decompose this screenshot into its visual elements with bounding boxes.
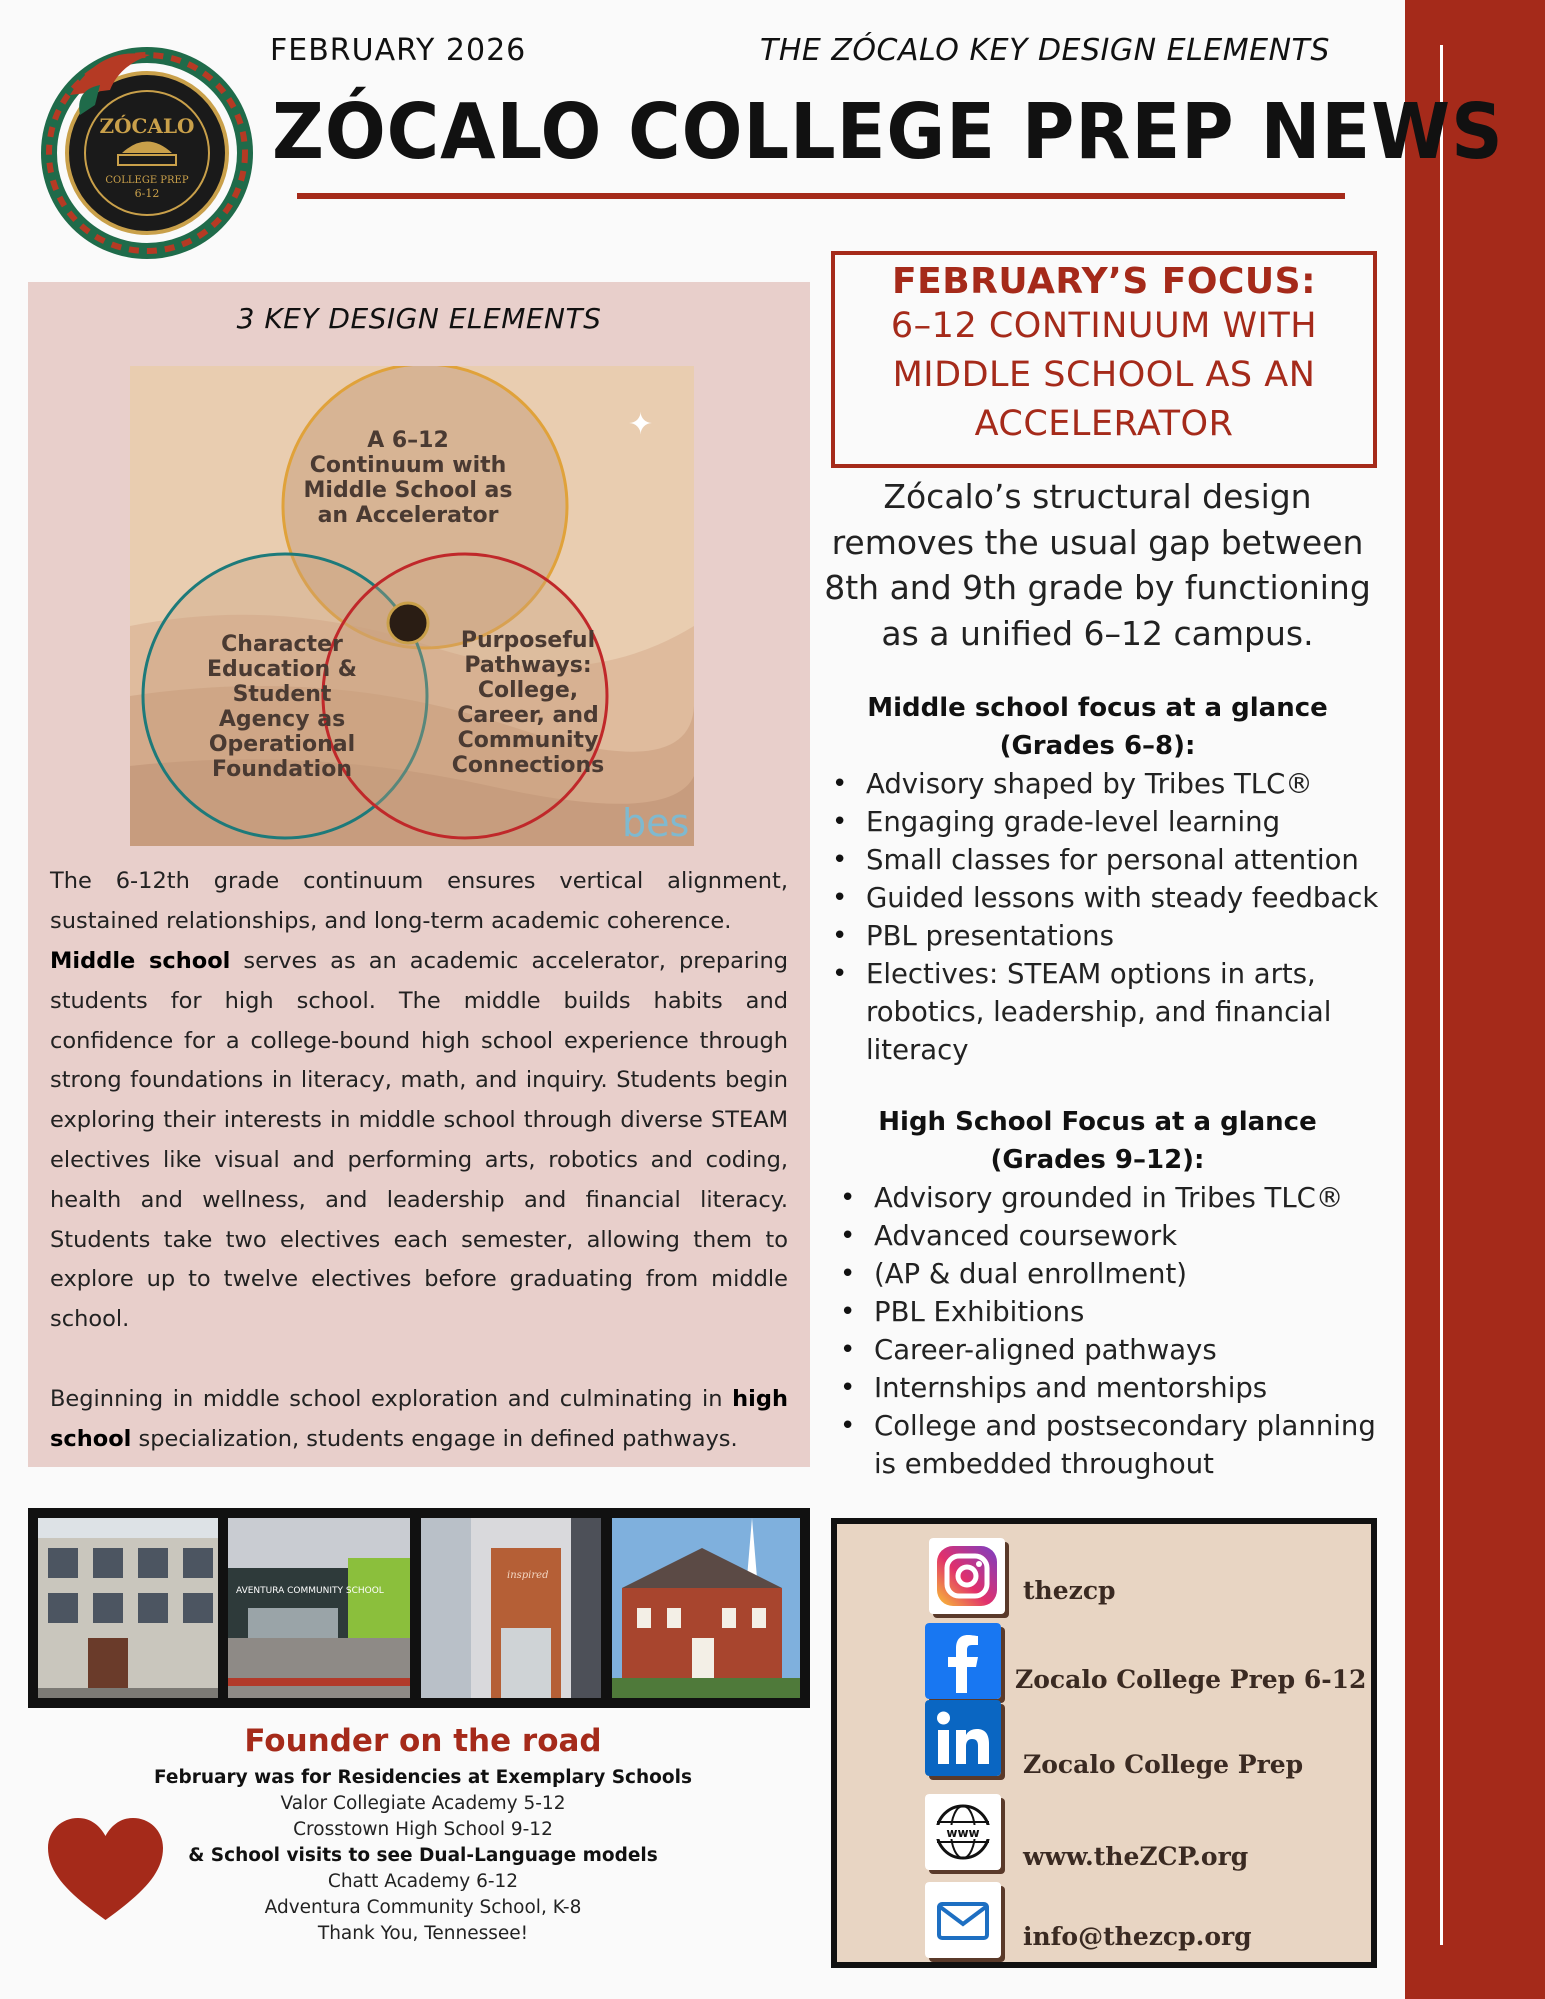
list-item: • (AP & dual enrollment) [836,1255,1383,1293]
founder-heading: Founder on the road [244,1723,602,1759]
bes-watermark: bes [622,801,690,845]
high-school-list [836,1179,1383,1483]
venn-top-line1: A 6–12 [367,428,449,453]
focus-line-3: ACCELERATOR [974,404,1234,444]
founder-line-5: Chatt Academy 6-12 [327,1871,519,1892]
list-item: • Guided lessons with steady feedback [828,879,1383,917]
instagram-icon[interactable] [929,1538,1005,1614]
pathways-paragraph [50,1380,788,1460]
founder-line-3: Crosstown High School 9-12 [293,1819,553,1840]
newsletter-title: ZÓCALO COLLEGE PREP NEWS [272,88,1504,177]
focus-line-2: MIDDLE SCHOOL AS AN [892,355,1316,395]
founder-line-4: & School visits to see Dual-Language models [188,1845,658,1866]
founder-line-2: Valor Collegiate Academy 5-12 [280,1793,566,1814]
school-logo [40,35,255,260]
pathways-text-start: Beginning in middle school exploration and culminating in [50,1386,733,1412]
venn-center-logo [388,603,428,643]
list-item: • Small classes for personal attention [828,841,1383,879]
www-icon-label: www [946,1826,980,1840]
instagram-link[interactable]: thezcp [1023,1576,1116,1605]
founder-line-7: Thank You, Tennessee! [317,1923,529,1944]
list-item: • Career-aligned pathways [836,1331,1383,1369]
issue-theme: THE ZÓCALO KEY DESIGN ELEMENTS [760,33,1330,68]
pathways-bold: high school [50,1386,788,1452]
focus-title: FEBRUARY’S FOCUS: [892,261,1316,302]
logo-sub1: COLLEGE PREP [105,175,189,186]
venn-left-line1: Character [221,632,343,657]
list-item: • Advisory shaped by Tribes TLC® [828,765,1383,803]
linkedin-icon[interactable] [925,1700,1001,1776]
email-link[interactable]: info@thezcp.org [1023,1922,1252,1951]
photo-brick-building [612,1518,800,1698]
logo-name: ZÓCALO [99,114,195,138]
venn-right-line3: College, [477,678,579,703]
website-link[interactable]: www.theZCP.org [1023,1842,1249,1871]
venn-right-line6: Connections [451,753,605,778]
venn-right-line2: Pathways: [464,653,592,678]
list-item: • Advisory grounded in Tribes TLC® [836,1179,1383,1217]
middle-school-heading [820,690,1375,765]
email-icon[interactable] [925,1882,1001,1958]
photo3-sign: inspired [507,1570,549,1581]
high-school-heading-line2: (Grades 9–12): [990,1144,1205,1175]
facebook-link[interactable]: Zocalo College Prep 6-12 [1015,1665,1367,1694]
photo-building-1 [38,1518,218,1698]
middle-school-paragraph [50,942,788,1340]
sparkle-icon: ✦ [628,407,654,442]
founder-line-1: February was for Residencies at Exemplary Schools [154,1767,692,1788]
list-item: • PBL Exhibitions [836,1293,1383,1331]
design-elements-panel [28,282,810,1467]
middle-school-heading-line2: (Grades 6–8): [999,730,1196,761]
focus-box [831,251,1377,468]
high-school-heading-line1: High School Focus at a glance [878,1107,1317,1137]
globe-icon[interactable] [925,1794,1001,1870]
structural-design-intro: Zócalo’s structural design removes the usual gap between 8th and 9th grade by functioning as a unified 6–12 campus. [824,477,1371,653]
middle-school-heading-line1: Middle school focus at a glance [867,693,1328,723]
photo2-sign: AVENTURA COMMUNITY SCHOOL [236,1586,384,1596]
heart-icon [48,1818,163,1923]
venn-left-line2: Education & [206,657,358,682]
pathways-text-end: specialization, students engage in defined pathways. [131,1425,738,1452]
list-item: • PBL presentations [828,917,1383,955]
panel-heading: 3 KEY DESIGN ELEMENTS [236,302,602,335]
venn-left-line3: Student [232,682,332,707]
middle-school-text: serves as an academic accelerator, preparing students for high school. The middle builds habits and confidence for a college-bound high school experience through strong foundations in literacy, math, and inquiry. Students begin exploring their interests in middle school through diverse STEAM electives like visual and performing arts, robotics and coding, health and wellness, and leadership and financial literacy. Students take two electives each semester, allowing them to explore up to twelve electives before graduating from middle school. [50,948,788,1333]
right-decorative-band [1405,0,1545,1999]
list-item: • Advanced coursework [836,1217,1383,1255]
list-item: • Engaging grade-level learning [828,803,1383,841]
list-item: • Electives: STEAM options in arts, robotics, leadership, and financial literacy [828,955,1383,1069]
venn-top-line2: Continuum with [309,453,507,478]
logo-sub2: 6-12 [134,187,160,200]
title-underline [297,193,1345,199]
venn-top-line4: an Accelerator [317,503,499,528]
venn-left-line4: Agency as [218,707,346,732]
venn-right-line4: Career, and [457,703,599,728]
venn-left-line5: Operational [208,732,356,757]
venn-right-line1: Purposeful [460,628,596,653]
middle-school-bold: Middle school [50,948,231,974]
facebook-icon[interactable] [925,1623,1001,1699]
photo-building-2 [228,1518,410,1698]
band-divider-line [1440,45,1443,1945]
venn-left-line6: Foundation [211,757,353,782]
school-photos-strip [28,1508,810,1708]
list-item: • Internships and mentorships [836,1369,1383,1407]
social-links-box [831,1518,1377,1968]
continuum-paragraph: The 6-12th grade continuum ensures vertical alignment, sustained relationships, and long-term academic coherence. [50,868,788,934]
focus-line-1: 6–12 CONTINUUM WITH [890,306,1318,346]
founder-line-6: Adventura Community School, K-8 [264,1897,582,1918]
high-school-heading [820,1104,1375,1179]
issue-date: FEBRUARY 2026 [270,33,527,68]
photo-interior [421,1518,601,1698]
venn-top-line3: Middle School as [303,478,513,503]
venn-right-line5: Community [457,728,599,753]
list-item: • College and postsecondary planning is embedded throughout [836,1407,1383,1483]
linkedin-link[interactable]: Zocalo College Prep [1023,1750,1304,1779]
venn-diagram [130,366,694,846]
middle-school-list [828,765,1383,1069]
